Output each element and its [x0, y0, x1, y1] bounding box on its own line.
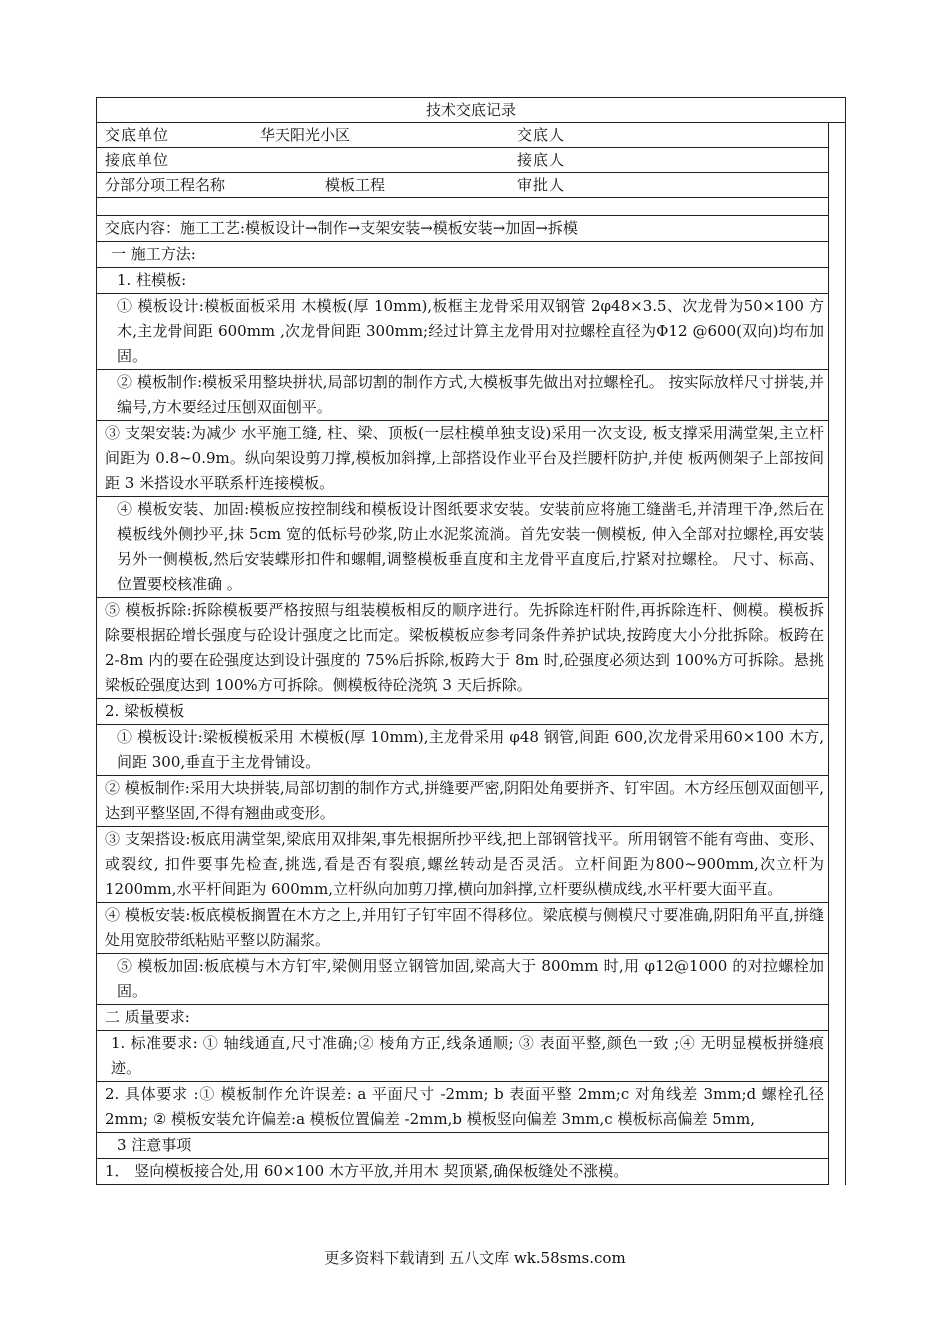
header-label-2: 审批人: [517, 176, 566, 194]
content-paragraph: 1. 标准要求: ① 轴线通直,尺寸准确;② 棱角方正,线条通顺; ③ 表面平整,颜色一致 ;④ 无明显模板拼缝痕迹。: [97, 1031, 828, 1082]
subsection-heading: 3 注意事项: [97, 1133, 828, 1159]
subsection-heading: 2. 梁板模板: [97, 699, 828, 725]
content-paragraph: ⑤ 模板加固:板底模与木方钉牢,梁侧用竖立钢管加固,梁高大于 800mm 时,用 φ12@1000 的对拉螺栓加固。: [97, 954, 828, 1005]
content-intro: 交底内容：施工工艺:模板设计→制作→支架安装→模板安装→加固→拆模: [97, 216, 828, 242]
content-paragraph: ① 模板设计:模板面板采用 木模板(厚 10mm),板框主龙骨采用双钢管 2φ48×3.5、次龙骨为50×100 方木,主龙骨间距 600mm ,次龙骨间距 300mm;经过计算主龙骨用对拉螺栓直径为Φ12 @600(双向)均布加固。: [97, 294, 828, 370]
header-label: 交底单位: [105, 126, 170, 144]
document-table: [96, 97, 846, 1185]
blank-row: [97, 198, 828, 216]
subsection-heading: 1. 柱模板:: [97, 268, 828, 294]
page-title: 技术交底记录: [97, 98, 845, 123]
header-value: 华天阳光小区: [260, 126, 351, 144]
content-paragraph: ② 模板制作:模板采用整块拼状,局部切割的制作方式,大模板事先做出对拉螺栓孔。 按实际放样尺寸拼装,并编号,方木要经过压刨双面刨平。: [97, 370, 828, 421]
footer-text: 更多资料下载请到 五八文库 wk.58sms.com: [324, 1249, 626, 1267]
header-row-2: [97, 148, 828, 173]
section-heading: 二 质量要求:: [97, 1005, 828, 1031]
content-paragraph: ③ 支架安装:为减少 水平施工缝, 柱、梁、顶板(一层柱模单独支设)采用一次支设, 板支撑采用满堂架,主立杆间距为 0.8~0.9m。纵向架设剪刀撑,模板加斜撑,上部搭设作业平台及拦腰杆防护,并使 板两侧架子上部按间距 3 米搭设水平联系杆连接模板。: [97, 421, 828, 497]
content-paragraph: ① 模板设计:梁板模板采用 木模板(厚 10mm),主龙骨采用 φ48 钢管,间距 600,次龙骨采用60×100 木方,间距 300,垂直于主龙骨铺设。: [97, 725, 828, 776]
content-paragraph: ④ 模板安装、加固:模板应按控制线和模板设计图纸要求安装。安装前应将施工缝凿毛,并清理干净,然后在模板线外侧抄平,抹 5cm 宽的低标号砂浆,防止水泥浆流淌。首先安装一侧模板, 伸入全部对拉螺栓,再安装另外一侧模板,然后安装蝶形扣件和螺帽,调整模板垂直度和主龙骨平直度后,拧紧对拉螺栓。 尺寸、标高、位置要校核准确 。: [97, 497, 828, 598]
content-paragraph: ④ 模板安装:板底模板搁置在木方之上,并用钉子钉牢固不得移位。梁底模与侧模尺寸要准确,阴阳角平直,拼缝处用宽胶带纸粘贴平整以防漏浆。: [97, 903, 828, 954]
header-label-2: 交底人: [517, 126, 566, 144]
header-label-2: 接底人: [517, 151, 566, 169]
content-paragraph: 1． 竖向模板接合处,用 60×100 木方平放,并用木 契顶紧,确保板缝处不涨模。: [97, 1159, 828, 1185]
content-paragraph: ③ 支架搭设:板底用满堂架,梁底用双排架,事先根据所抄平线,把上部钢管找平。所用钢管不能有弯曲、变形、或裂纹, 扣件要事先检查,挑选,看是否有裂痕,螺丝转动是否灵活。立杆间距为800~900mm,次立杆为 1200mm,水平杆间距为 600mm,立杆纵向加剪刀撑,横向加斜撑,立杆要纵横成线,水平杆要大面平直。: [97, 827, 828, 903]
header-value: 模板工程: [325, 176, 386, 194]
content-paragraph: 2. 具体要求 :① 模板制作允许误差: a 平面尺寸 -2mm; b 表面平整 2mm;c 对角线差 3mm;d 螺栓孔径 2mm; ② 模板安装允许偏差:a 模板位置偏差 -2mm,b 模板竖向偏差 3mm,c 模板标高偏差 5mm,: [97, 1082, 828, 1133]
header-row-1: [97, 123, 828, 148]
table-body: [97, 123, 829, 1185]
header-label: 分部分项工程名称: [105, 176, 226, 194]
content-paragraph: ② 模板制作:采用大块拼装,局部切割的制作方式,拼缝要严密,阴阳处角要拼齐、钉牢固。木方经压刨双面刨平,达到平整坚固,不得有翘曲或变形。: [97, 776, 828, 827]
header-value: [260, 148, 517, 172]
content-paragraph: ⑤ 模板拆除:拆除模板要严格按照与组装模板相反的顺序进行。先拆除连杆附件,再拆除连杆、侧模。模板拆除要根据砼增长强度与砼设计强度之比而定。梁板模板应参考同条件养护试块,按跨度大小分批拆除。板跨在 2-8m 内的要在砼强度达到设计强度的 75%后拆除,板跨大于 8m 时,砼强度必须达到 100%方可拆除。悬挑梁板砼强度达到 100%方可拆除。侧模板待砼浇筑 3 天后拆除。: [97, 598, 828, 699]
header-label: 接底单位: [105, 151, 170, 169]
table-frame: [96, 97, 846, 1185]
header-row-3: [97, 173, 828, 198]
section-heading: 一 施工方法:: [97, 242, 828, 268]
